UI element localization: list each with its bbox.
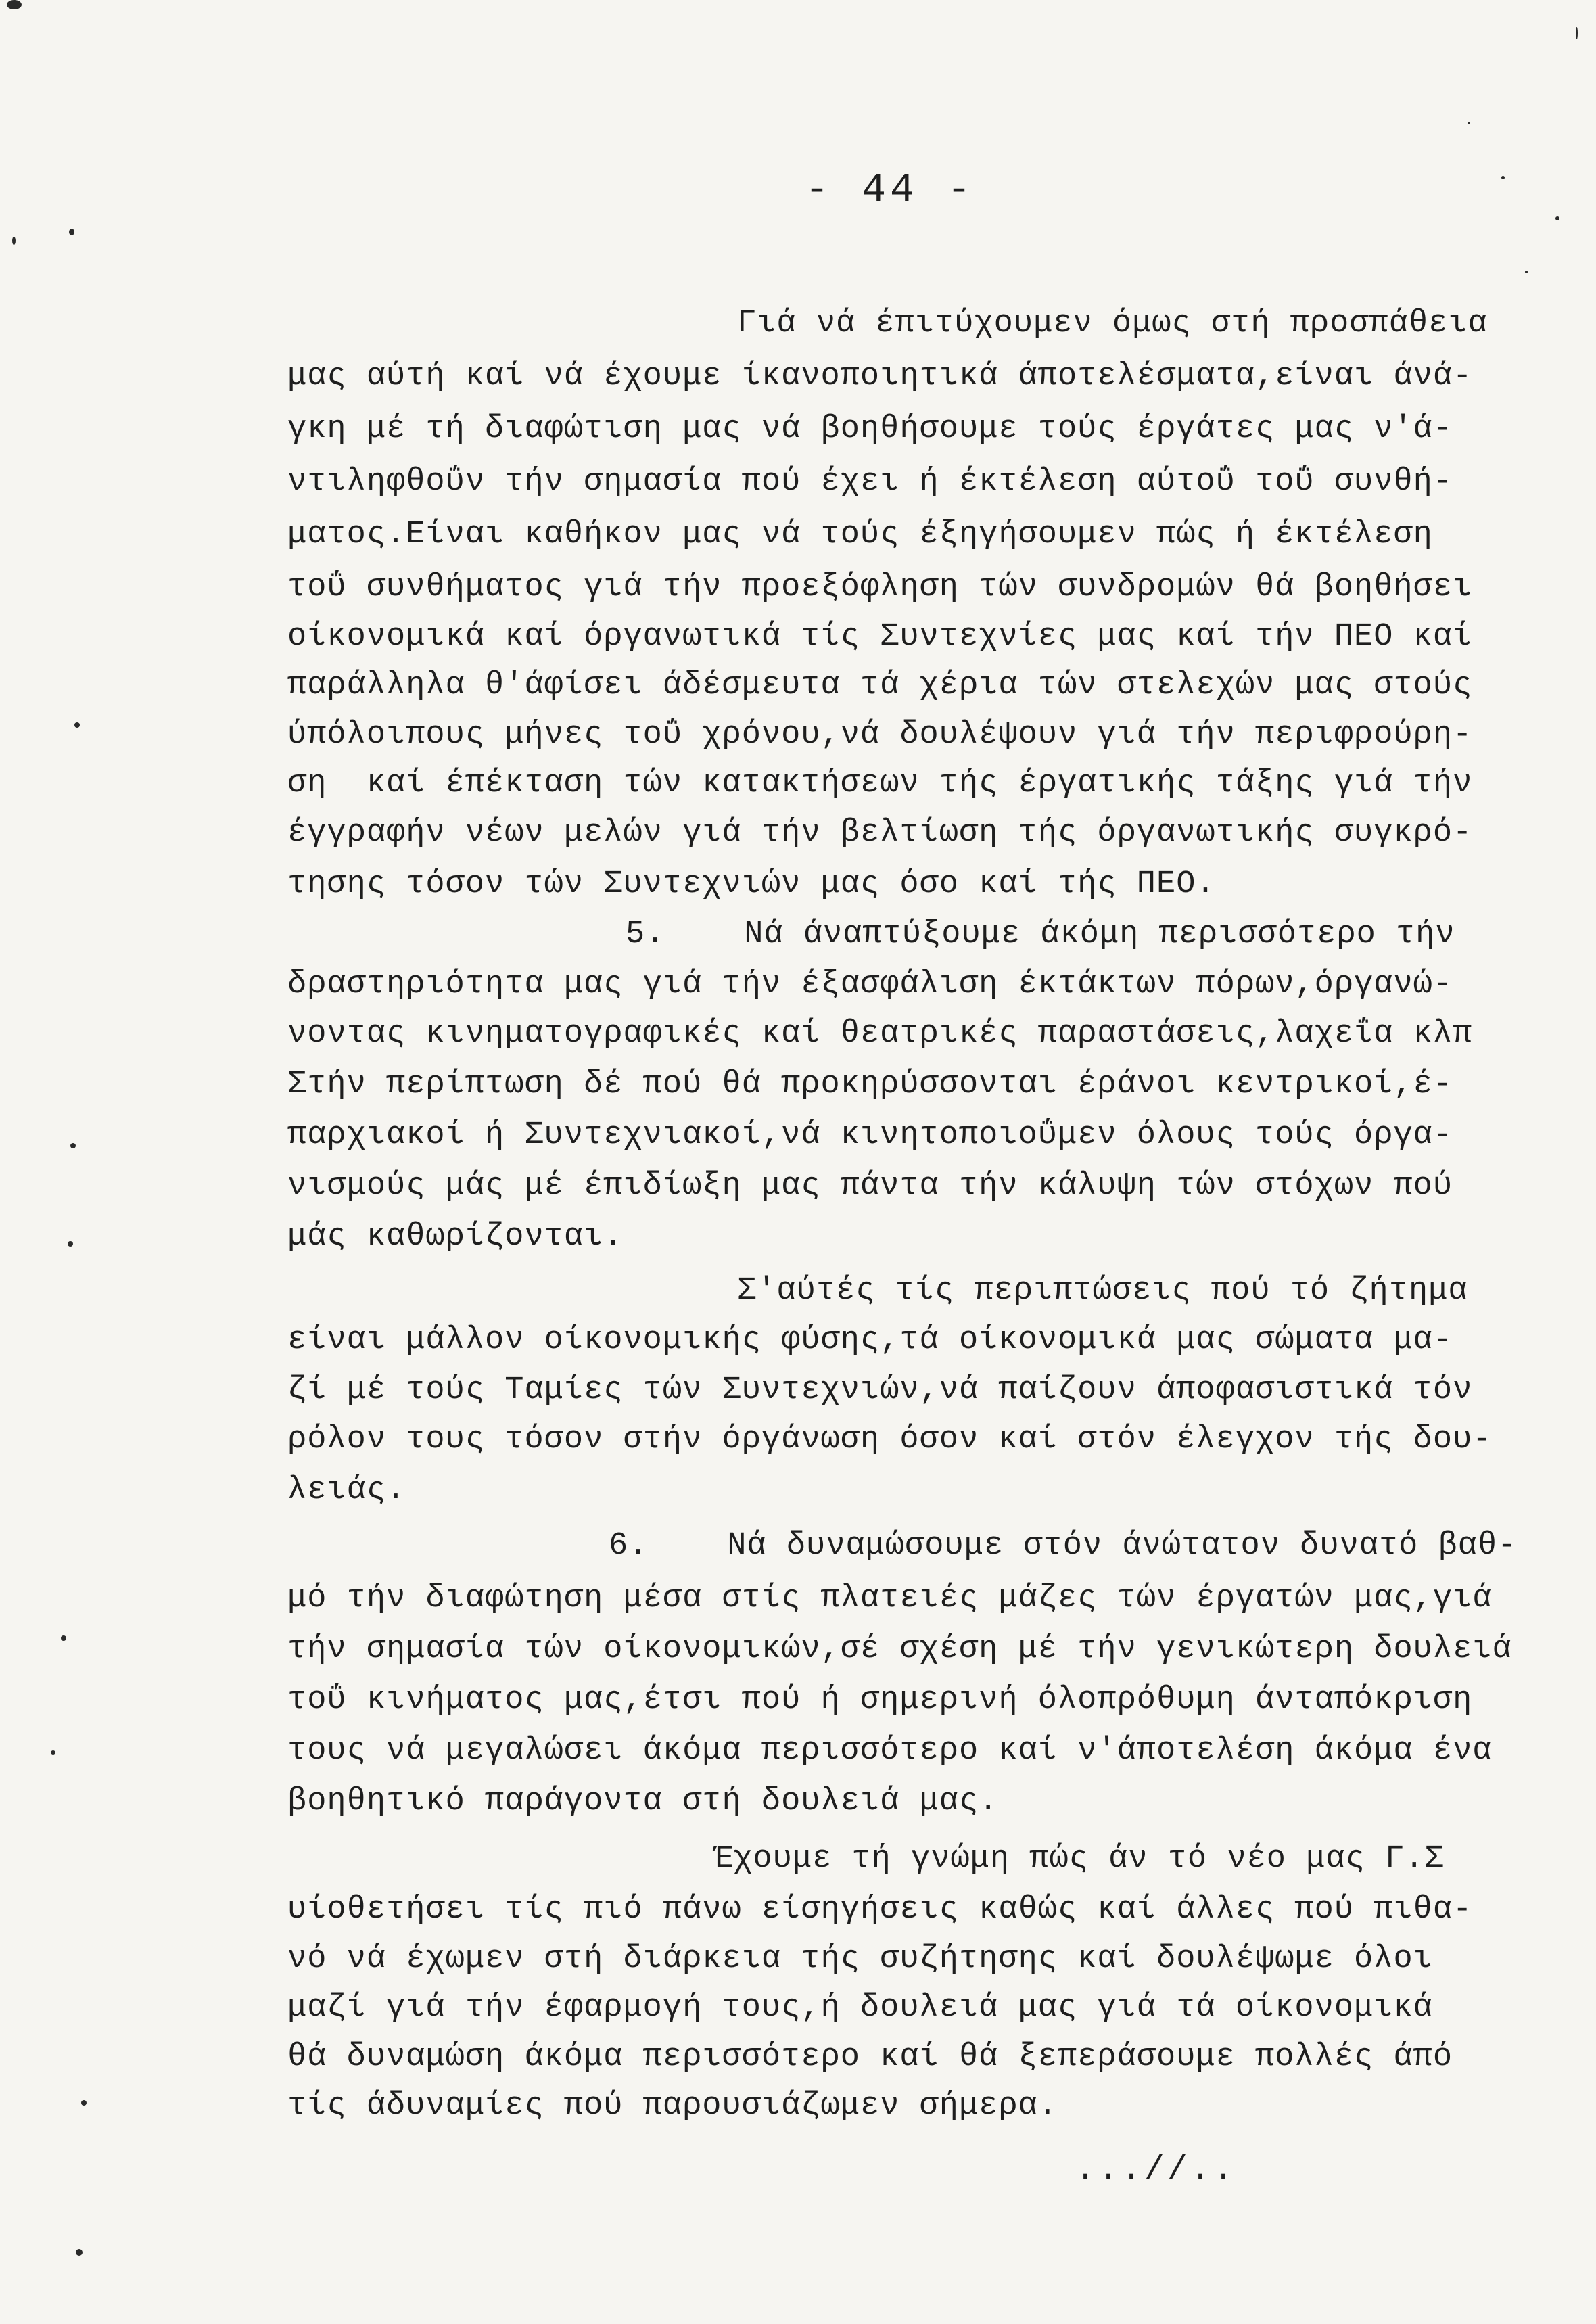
text-line: παράλληλα θ'άφίσει άδέσμευτα τά χέρια τών στελεχών μας στούς [287,668,1473,703]
text-line: ντιληφθοΰν τήν σημασία πού έχει ή έκτέλεση αύτοΰ τοΰ συνθή- [287,464,1453,500]
text-line: τησης τόσον τών Συντεχνιών μας όσο καί τής ΠΕΟ. [287,866,1216,902]
scan-speck [70,1143,76,1148]
scan-speck [12,237,16,245]
continuation-marker: ...//.. [1075,2151,1237,2189]
scan-speck [68,1241,73,1247]
text-line: υίοθετήσει τίς πιό πάνω είσηγήσεις καθώς καί άλλες πού πιθα- [287,1892,1473,1928]
text-line: δραστηριότητα μας γιά τήν έξασφάλιση έκτάκτων πόρων,όργανώ- [287,967,1453,1002]
scan-speck [1576,27,1578,39]
text-line: μό τήν διαφώτηση μέσα στίς πλατειές μάζες τών έργατών μας,γιά [287,1581,1493,1617]
text-line: βοηθητικό παράγοντα στή δουλειά μας. [287,1784,999,1819]
text-line: μάς καθωρίζονται. [287,1219,624,1255]
text-line: είναι μάλλον οίκονομικής φύσης,τά οίκονομικά μας σώματα μα- [287,1322,1453,1358]
scan-speck [1501,176,1505,179]
text-line: μαζί γιά τήν έφαρμογή τους,ή δουλειά μας γιά τά οίκονομικά [287,1990,1433,2026]
text-line: ύπόλοιπους μήνες τοΰ χρόνου,νά δουλέψουν γιά τήν περιφρούρη- [287,717,1473,753]
text-line: 6. Νά δυναμώσουμε στόν άνώτατον δυνατό βαθ- [609,1528,1518,1564]
text-line: νοντας κινηματογραφικές καί θεατρικές παραστάσεις,λαχεΐα κλπ [287,1016,1473,1052]
text-line: Έχουμε τή γνώμη πώς άν τό νέο μας Γ.Σ [713,1841,1445,1877]
scan-speck [1525,271,1528,273]
scan-speck [7,0,22,9]
text-line: Γιά νά έπιτύχουμεν όμως στή προσπάθεια [737,306,1488,342]
page-number: - 44 - [805,168,976,214]
text-line: έγγραφήν νέων μελών γιά τήν βελτίωση τής όργανωτικής συγκρό- [287,815,1473,851]
text-line: νό νά έχωμεν στή διάρκεια τής συζήτησης καί δουλέψωμε όλοι [287,1941,1433,1977]
text-line: γκη μέ τή διαφώτιση μας νά βοηθήσουμε τούς έργάτες μας ν'ά- [287,411,1453,447]
text-line: Στήν περίπτωση δέ πού θά προκηρύσσονται έράνοι κεντρικοί,έ- [287,1067,1453,1102]
text-line: οίκονομικά καί όργανωτικά τίς Συντεχνίες μας καί τήν ΠΕΟ καί [287,619,1473,655]
scan-speck [74,722,80,728]
scan-speck [1555,216,1559,220]
scan-speck [81,2100,87,2106]
text-line: ρόλον τους τόσον στήν όργάνωση όσον καί στόν έλεγχον τής δου- [287,1422,1493,1458]
text-line: ματος.Είναι καθήκον μας νά τούς έξηγήσουμεν πώς ή έκτέλεση [287,517,1433,553]
text-line: νισμούς μάς μέ έπιδίωξη μας πάντα τήν κάλυψη τών στόχων πού [287,1168,1453,1204]
text-line: τους νά μεγαλώσει άκόμα περισσότερο καί ν'άποτελέση άκόμα ένα [287,1733,1493,1769]
text-line: τοΰ κινήματος μας,έτσι πού ή σημερινή όλοπρόθυμη άνταπόκριση [287,1682,1473,1718]
text-line: τοΰ συνθήματος γιά τήν προεξόφληση τών συνδρομών θά βοηθήσει [287,570,1473,605]
text-line: ζί μέ τούς Ταμίες τών Συντεχνιών,νά παίζουν άποφασιστικά τόν [287,1372,1473,1408]
text-line: 5. Νά άναπτύξουμε άκόμη περισσότερο τήν [626,916,1455,952]
text-line: παρχιακοί ή Συντεχνιακοί,νά κινητοποιοΰμεν όλους τούς όργα- [287,1117,1453,1153]
scan-speck [61,1635,66,1641]
text-line: λειάς. [287,1472,406,1508]
scan-speck [51,1750,55,1755]
text-line: Σ'αύτές τίς περιπτώσεις πού τό ζήτημα [737,1273,1468,1309]
text-line: θά δυναμώση άκόμα περισσότερο καί θά ξεπεράσουμε πολλές άπό [287,2039,1453,2075]
text-line: τίς άδυναμίες πού παρουσιάζωμεν σήμερα. [287,2088,1058,2124]
text-line: ση καί έπέκταση τών κατακτήσεων τής έργατικής τάξης γιά τήν [287,766,1473,801]
scan-speck [69,229,74,235]
text-line: τήν σημασία τών οίκονομικών,σέ σχέση μέ τήν γενικώτερη δουλειά [287,1631,1512,1667]
scan-speck [76,2249,83,2256]
text-line: μας αύτή καί νά έχουμε ίκανοποιητικά άποτελέσματα,είναι άνά- [287,358,1473,394]
scan-speck [1468,122,1470,124]
